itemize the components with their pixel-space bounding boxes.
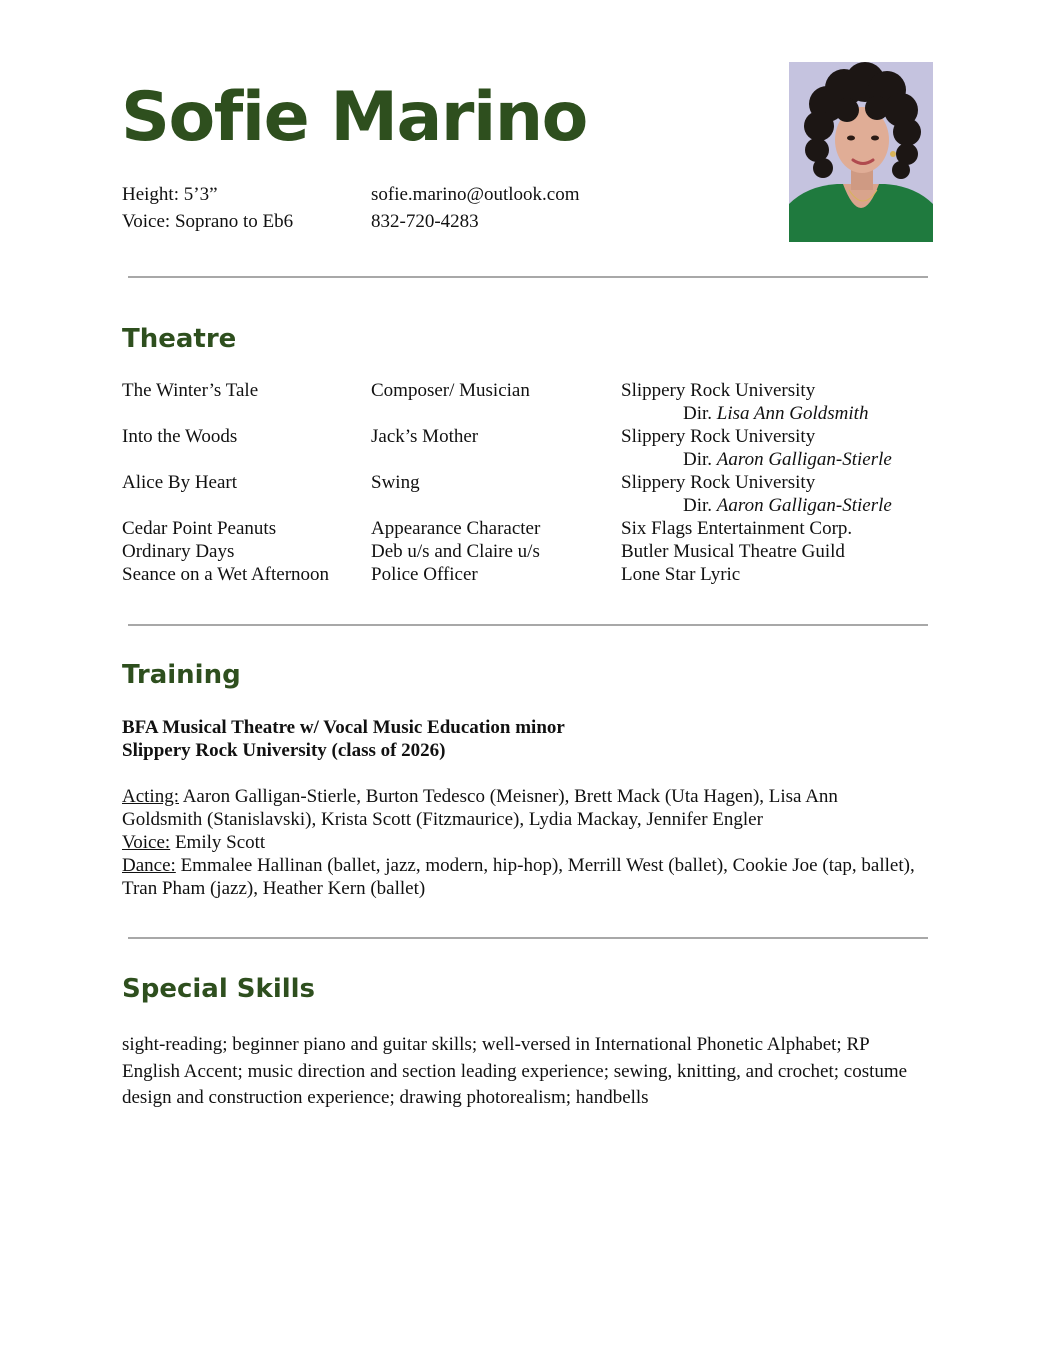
director-prefix: Dir.	[683, 449, 717, 470]
venue: Slippery Rock University	[621, 426, 816, 447]
show-title: Cedar Point Peanuts	[122, 518, 277, 539]
voice-training	[122, 831, 922, 854]
training-heading: Training	[122, 660, 241, 690]
credit-row	[122, 471, 942, 517]
role: Composer/ Musician	[371, 380, 530, 401]
school: Slippery Rock University (class of 2026)	[122, 740, 446, 761]
degree: BFA Musical Theatre w/ Vocal Music Education minor	[122, 717, 565, 738]
director-line	[683, 402, 868, 425]
theatre-credits	[122, 379, 942, 586]
director-prefix: Dir.	[683, 495, 717, 516]
role: Deb u/s and Claire u/s	[371, 541, 540, 562]
acting-teachers: Aaron Galligan-Stierle, Burton Tedesco (Meisner), Brett Mack (Uta Hagen), Lisa Ann Goldsmith (Stanislavski), Krista Scott (Fitzmaurice), Lydia Mackay, Jennifer Engler	[122, 786, 838, 830]
show-title: Ordinary Days	[122, 541, 235, 562]
physical-stats	[122, 181, 293, 235]
email-address: sofie.marino@outlook.com	[371, 184, 580, 205]
director-name: Aaron Galligan-Stierle	[716, 495, 892, 516]
training-block	[122, 716, 922, 900]
venue: Six Flags Entertainment Corp.	[621, 518, 853, 539]
dance-label: Dance:	[122, 855, 176, 876]
voice-label: Voice:	[122, 832, 171, 853]
credit-row	[122, 540, 942, 563]
dance-training	[122, 854, 922, 900]
director-name: Lisa Ann Goldsmith	[716, 403, 869, 424]
divider	[128, 624, 928, 626]
venue: Butler Musical Theatre Guild	[621, 541, 845, 562]
role: Appearance Character	[371, 518, 541, 539]
venue: Slippery Rock University	[621, 472, 816, 493]
theatre-heading: Theatre	[122, 324, 237, 354]
show-title: Seance on a Wet Afternoon	[122, 564, 330, 585]
credit-row	[122, 379, 942, 425]
role: Swing	[371, 472, 420, 493]
acting-training	[122, 785, 922, 831]
show-title: Alice By Heart	[122, 472, 238, 493]
show-title: Into the Woods	[122, 426, 238, 447]
phone-number: 832-720-4283	[371, 211, 479, 232]
dance-teachers: Emmalee Hallinan (ballet, jazz, modern, hip-hop), Merrill West (ballet), Cookie Joe (tap, ballet), Tran Pham (jazz), Heather Kern (ballet)	[122, 855, 915, 899]
credit-row	[122, 425, 942, 471]
special-skills-text: sight-reading; beginner piano and guitar skills; well-versed in International Phonetic Alphabet; RP English Accent; music direction and section leading experience; sewing, knitting, and crochet; costume design and construction experience; drawing photorealism; handbells	[122, 1034, 908, 1108]
height-stat: Height: 5’3”	[122, 184, 218, 205]
special-skills-heading: Special Skills	[122, 974, 316, 1004]
credit-row	[122, 517, 942, 540]
venue: Lone Star Lyric	[621, 564, 741, 585]
divider	[128, 937, 928, 939]
show-title: The Winter’s Tale	[122, 380, 259, 401]
acting-label: Acting:	[122, 786, 179, 807]
role: Jack’s Mother	[371, 426, 479, 447]
voice-teachers: Emily Scott	[170, 832, 266, 853]
director-line	[683, 448, 892, 471]
voice-stat: Voice: Soprano to Eb6	[122, 211, 294, 232]
venue: Slippery Rock University	[621, 380, 816, 401]
director-line	[683, 494, 892, 517]
headshot-photo	[789, 62, 933, 242]
credit-row	[122, 563, 942, 586]
divider	[128, 276, 928, 278]
resume-name: Sofie Marino	[121, 78, 587, 157]
role: Police Officer	[371, 564, 478, 585]
director-prefix: Dir.	[683, 403, 717, 424]
director-name: Aaron Galligan-Stierle	[716, 449, 892, 470]
contact-info	[371, 181, 580, 235]
